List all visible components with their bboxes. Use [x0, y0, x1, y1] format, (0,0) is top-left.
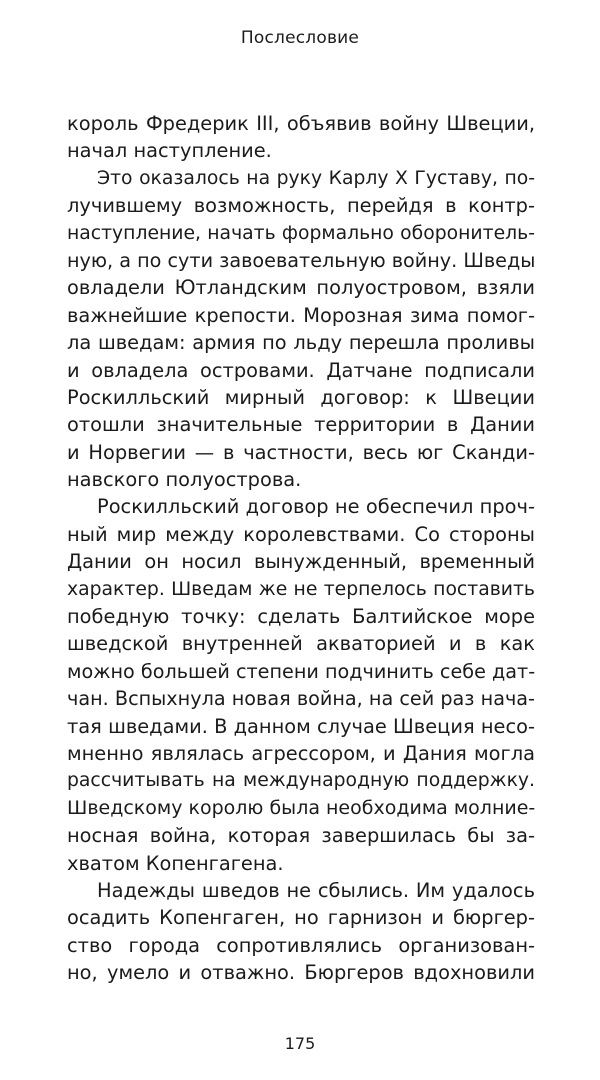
text-line: наступление, начать формально оборонитель-: [67, 222, 535, 244]
text-line: овладели Ютландским полуостровом, взяли: [67, 276, 535, 300]
body-text: [67, 110, 535, 987]
text-line: Дании он носил вынужденный, временный: [67, 550, 535, 574]
text-line: осадить Копенгаген, но гарнизон и бюргер-: [67, 906, 535, 930]
text-line: ла шведам: армия по льду перешла проливы: [67, 331, 535, 355]
running-head-title: Послесловие: [240, 28, 360, 48]
text-line: Роскилльский договор не обеспечил проч-: [97, 495, 535, 519]
text-line: мненно являлась агрессором, и Дания могла: [67, 741, 535, 765]
text-line: король Фредерик III, объявив войну Швеции,: [67, 112, 535, 135]
text-line: тая шведами. В данном случае Швеция несо-: [67, 714, 535, 738]
text-line: можно большей степени подчинить себе дат-: [67, 659, 536, 683]
text-line: ную, а по сути завоевательную войну. Шведы: [67, 248, 536, 272]
text-line: шведской внутренней акваторией и в как: [67, 632, 535, 656]
text-line: лучившему возможность, перейдя в контр-: [67, 194, 535, 218]
page-number: 175: [284, 1034, 316, 1053]
text-line: и Норвегии — в частности, весь юг Сканди-: [67, 440, 535, 464]
text-line: ный мир между королевствами. Со стороны: [67, 522, 535, 546]
text-line: Надежды шведов не сбылись. Им удалось: [97, 878, 535, 902]
text-line: характер. Шведам же не терпелось поставить: [67, 578, 535, 600]
text-line: навского полуострова.: [67, 468, 302, 492]
text-line: Это оказалось на руку Карлу X Густаву, по-: [97, 167, 535, 189]
text-line: Роскилльский мирный договор: к Швеции: [67, 385, 535, 409]
text-line: победную точку: сделать Балтийское море: [67, 605, 535, 629]
text-line: носная война, которая завершилась бы за-: [67, 824, 535, 848]
text-line: но, умело и отважно. Бюргеров вдохновили: [67, 961, 535, 985]
text-line: и овладела островами. Датчане подписали: [67, 358, 535, 382]
text-line: начал наступление.: [67, 139, 272, 163]
text-line: ство города сопротивлялись организован-: [67, 933, 535, 957]
text-line: рассчитывать на международную поддержку.: [67, 770, 535, 792]
text-line: хватом Копенгагена.: [67, 851, 284, 875]
text-line: чан. Вспыхнула новая война, на сей раз нача-: [67, 687, 535, 711]
text-line: важнейшие крепости. Морозная зима помог-: [67, 303, 535, 327]
text-line: отошли значительные территории в Дании: [67, 413, 535, 437]
text-line: Шведскому королю была необходима молние-: [67, 796, 536, 819]
